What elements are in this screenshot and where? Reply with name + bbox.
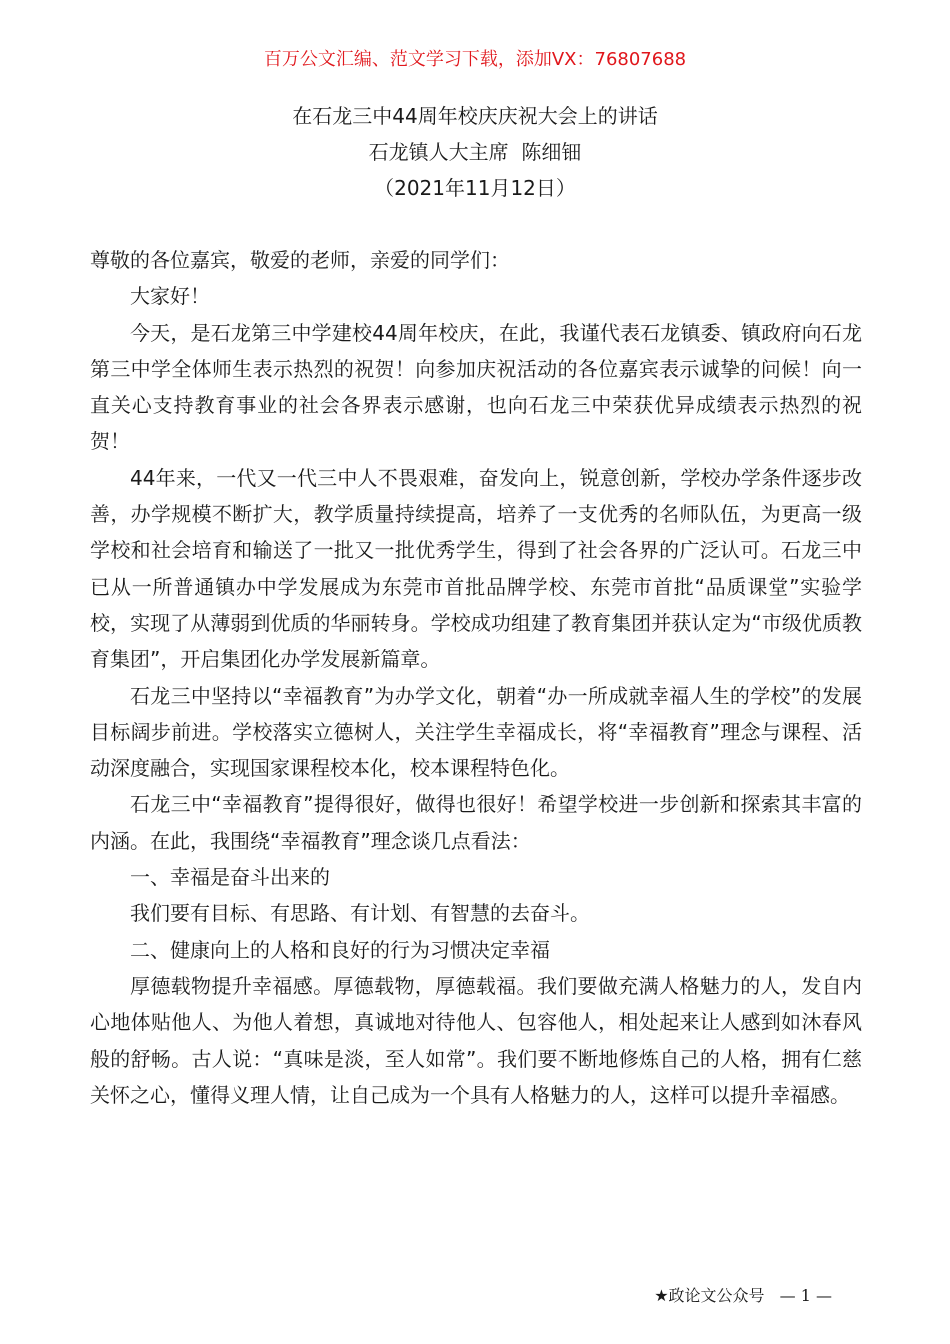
section-heading: 一、幸福是奋斗出来的 (130, 865, 330, 890)
speech-body (90, 242, 862, 1113)
paragraph: 今天，是石龙第三中学建校44周年校庆，在此，我谨代表石龙镇委、镇政府向石龙第三中学全体师生表示热烈的祝贺！向参加庆祝活动的各位嘉宾表示诚挚的问候！向一直关心支持教育事业的社会各界表示感谢，也向石龙三中荣获优异成绩表示热烈的祝贺！ (90, 320, 862, 454)
speech-date: （2021年11月12日） (374, 176, 576, 200)
section-heading: 二、健康向上的人格和良好的行为习惯决定幸福 (130, 937, 550, 962)
paragraph: 石龙三中坚持以“幸福教育”为办学文化，朝着“办一所成就幸福人生的学校”的发展目标阔步前进。学校落实立德树人，关注学生幸福成长，将“幸福教育”理念与课程、活动深度融合，实现国家课程校本化，校本课程特色化。 (90, 683, 862, 781)
greeting: 大家好！ (130, 284, 210, 309)
page-number: — 1 — (779, 1286, 832, 1305)
paragraph: 44年来，一代又一代三中人不畏艰难，奋发向上，锐意创新，学校办学条件逐步改善，办学规模不断扩大，教学质量持续提高，培养了一支优秀的名师队伍，为更高一级学校和社会培育和输送了一批又一批优秀学生，得到了社会各界的广泛认可。石龙三中已从一所普通镇办中学发展成为东莞市首批品牌学校、东莞市首批“品质课堂”实验学校，实现了从薄弱到优质的华丽转身。学校成功组建了教育集团并获认定为“市级优质教育集团”，开启集团化办学发展新篇章。 (90, 465, 862, 672)
paragraph: 我们要有目标、有思路、有计划、有智慧的去奋斗。 (130, 901, 590, 926)
salutation: 尊敬的各位嘉宾，敬爱的老师，亲爱的同学们： (90, 248, 510, 272)
speaker-line: 石龙镇人大主席 陈细钿 (368, 140, 582, 164)
paragraph: 石龙三中“幸福教育”提得很好，做得也很好！希望学校进一步创新和探索其丰富的内涵。在此，我围绕“幸福教育”理念谈几点看法： (90, 792, 862, 853)
promo-banner: 百万公文汇编、范文学习下载，添加VX：76807688 (263, 49, 687, 70)
speech-title: 在石龙三中44周年校庆庆祝大会上的讲话 (292, 104, 658, 128)
footer-source: ★政论文公众号 (654, 1286, 765, 1305)
page-footer (654, 1284, 832, 1308)
title-block (0, 98, 950, 206)
paragraph: 厚德载物提升幸福感。厚德载物，厚德载福。我们要做充满人格魅力的人，发自内心地体贴他人、为他人着想，真诚地对待他人、包容他人，相处起来让人感到如沐春风般的舒畅。古人说：“真味是淡，至人如常”。我们要不断地修炼自己的人格，拥有仁慈关怀之心，懂得义理人情，让自己成为一个具有人格魅力的人，这样可以提升幸福感。 (90, 973, 862, 1107)
